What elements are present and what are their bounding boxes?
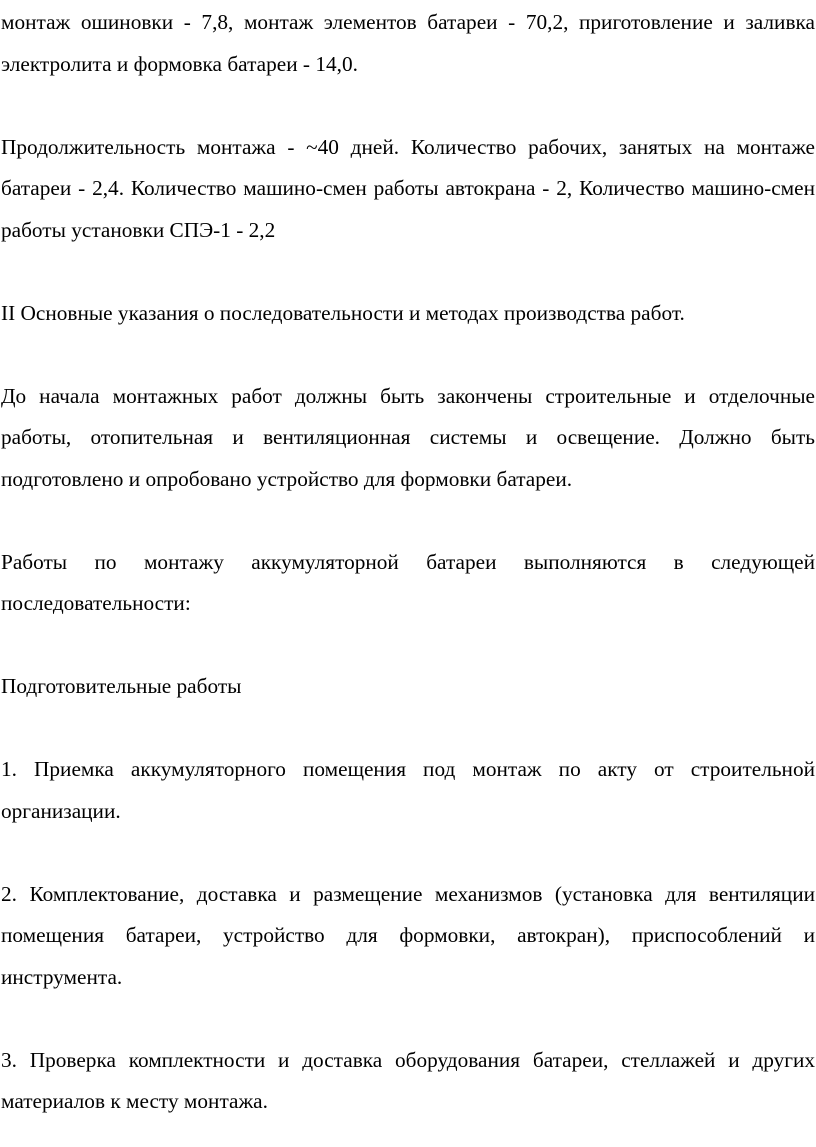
- paragraph-busbar-installation: монтаж ошиновки - 7,8, монтаж элементов батареи - 70,2, приготовление и заливка электролита и формовка батареи - 14,0.: [1, 10, 815, 76]
- list-item-2: 2. Комплектование, доставка и размещение механизмов (установка для вентиляции помещения батареи, устройство для формовки, автокран), приспособлений и инструмента.: [1, 881, 815, 989]
- paragraph-prerequisites: До начала монтажных работ должны быть закончены строительные и отделочные работы, отопительная и вентиляционная системы и освещение. Должно быть подготовлено и опробовано устройство для формовки батареи.: [1, 383, 815, 491]
- paragraph-installation-duration: Продолжительность монтажа - ~40 дней. Количество рабочих, занятых на монтаже батареи - 2,4. Количество машино-смен работы автокрана - 2, Количество машино-смен работы установки СПЭ-1 - 2,2: [1, 134, 815, 242]
- list-item-3: 3. Проверка комплектности и доставка оборудования батареи, стеллажей и других материалов к месту монтажа.: [1, 1047, 815, 1113]
- section-heading-main-instructions: II Основные указания о последовательности и методах производства работ.: [1, 300, 685, 325]
- paragraph-work-sequence: Работы по монтажу аккумуляторной батареи выполняются в следующей последовательности:: [1, 549, 815, 615]
- subheading-preparatory-works: Подготовительные работы: [1, 674, 242, 698]
- list-item-1: 1. Приемка аккумуляторного помещения под монтаж по акту от строительной организации.: [1, 757, 815, 823]
